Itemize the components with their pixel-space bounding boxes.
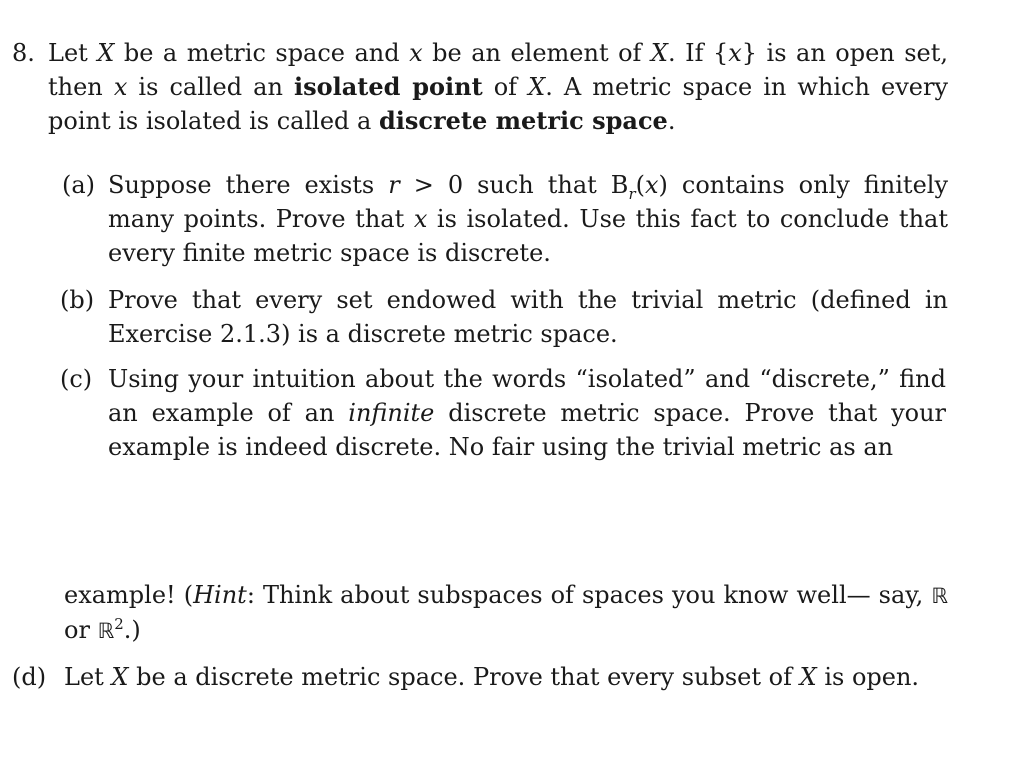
part-d-label: (d) [12, 663, 47, 691]
part-a-label: (a) [62, 171, 96, 199]
part-d-text: Let X be a discrete metric space. Prove that every subset of X is open. [64, 663, 920, 691]
problem-intro: Let X be a metric space and x be an element of X. If {x} is an open set, then x is called an isolated point of X. A metric space in which every point is isolated is called a discrete metric space. [48, 39, 949, 135]
part-a-text: Suppose there exists r > 0 such that $B_r(x)$ contains only finitely many points. Prove that x is isolated. Use this fact to conclude that every finite metric space is discrete. [108, 171, 949, 267]
term-discrete-metric-space: discrete metric space [378, 106, 668, 135]
part-c-text: Using your intuition about the words “isolated” and “discrete,” find an example of an infinite discrete metric space. Prove that your example is indeed discrete. No fair using the trivial metric as an [108, 365, 947, 461]
part-c-continuation: example! (Hint: Think about subspaces of spaces you know well— say, ℝ or ℝ$^2$.) [64, 581, 948, 644]
reals-squared-symbol: ℝ [97, 619, 115, 643]
reals-symbol: ℝ [931, 584, 948, 608]
part-b-text: Prove that every set endowed with the trivial metric (defined in Exercise 2.1.3) is a discrete metric space. [108, 286, 948, 348]
emphasis-infinite: infinite [348, 399, 435, 427]
problem-number: 8. [12, 39, 35, 67]
part-c-label: (c) [60, 365, 93, 393]
term-isolated-point: isolated point [294, 72, 483, 101]
part-b-label: (b) [60, 286, 95, 314]
hint-label: Hint [193, 581, 247, 609]
